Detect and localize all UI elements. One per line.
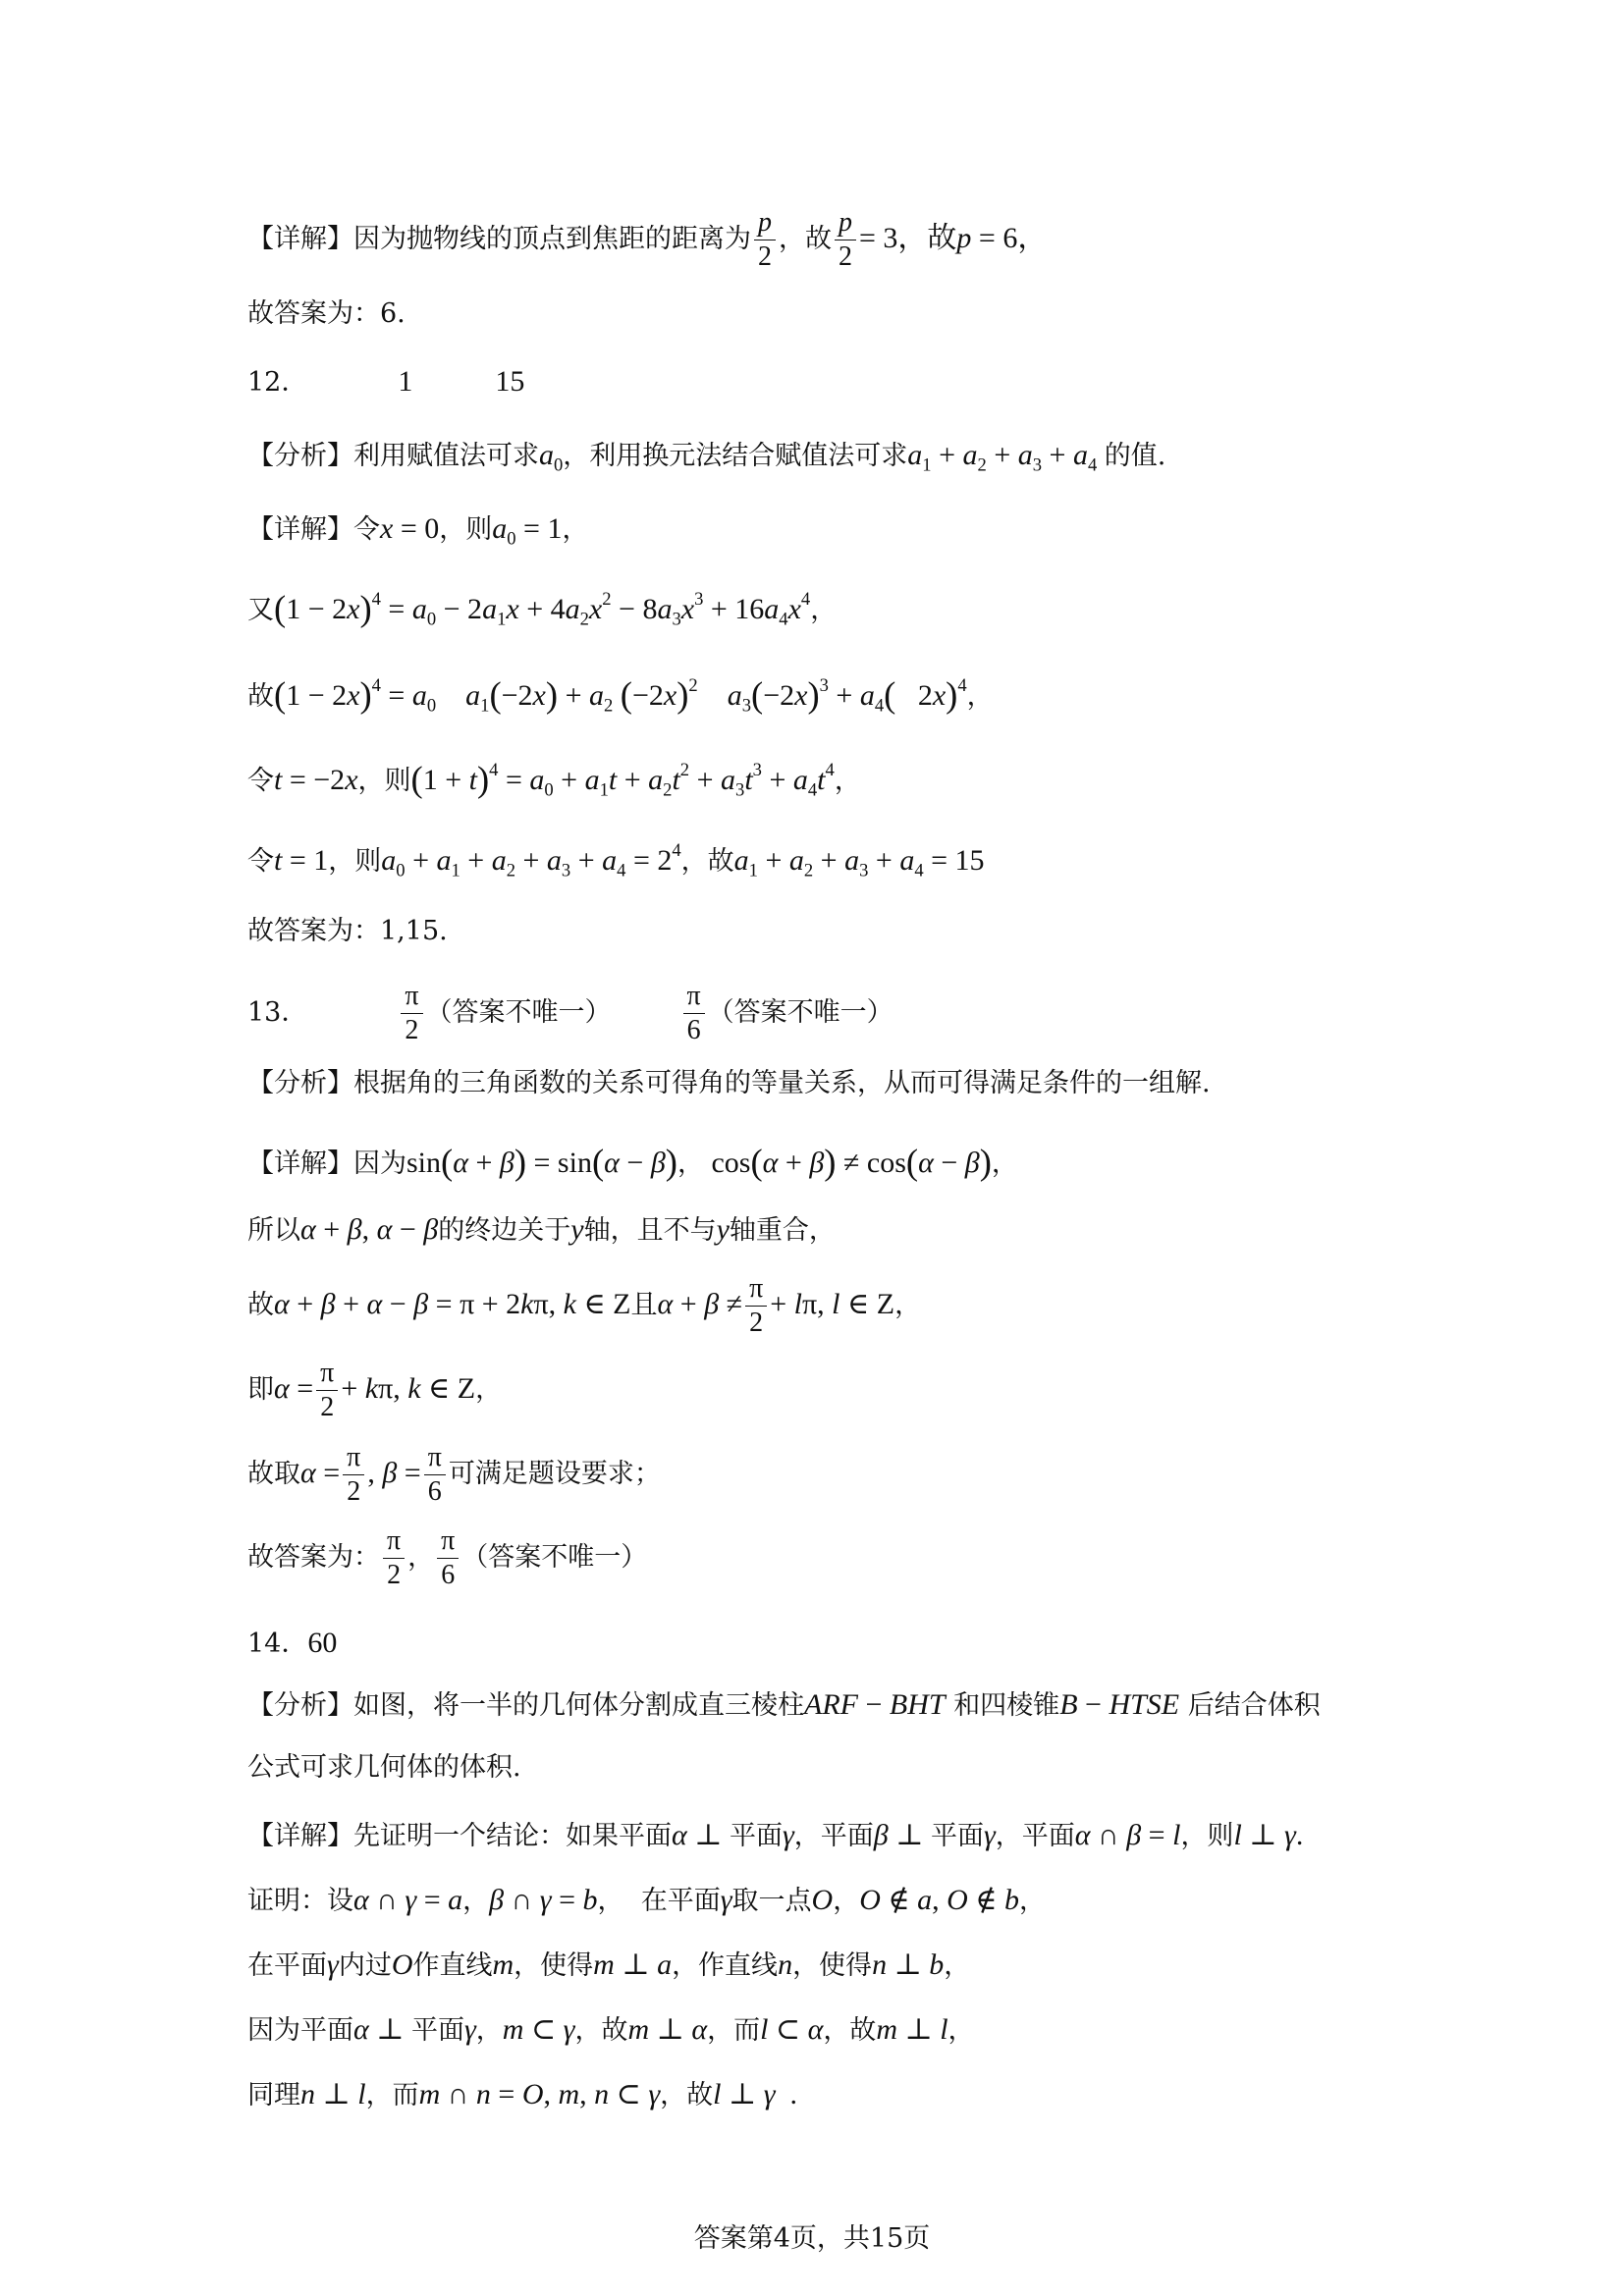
analysis-line-12: 【分析】利用赋值法可求$a_0$，利用换元法结合赋值法可求$a_1 + a_2 + a_3 + a_4$ 的值. xyxy=(247,439,1166,476)
t-equals-1-line: 令t = 1，则$a_0 + a_1 + a_2 + a_3 + a_4 = 2^4$，故$a_1 + a_2 + a_3 + a_4 = 15$ xyxy=(247,840,985,881)
question-14-header: 14．60 xyxy=(247,1627,338,1659)
answer-line-11: 故答案为：6. xyxy=(247,298,406,329)
fraction-pi-over-2: $\frac{\pi}{2}$ xyxy=(343,1443,364,1507)
fraction-pi-over-6: $\frac{\pi}{6}$ xyxy=(424,1443,446,1507)
detail-line-14-a: 【详解】先证明一个结论：如果平面α ⊥ 平面γ，平面β ⊥ 平面γ，平面α ∩ β = l，则l ⊥ γ. xyxy=(247,1819,1304,1851)
question-12-header: 12． 1 15 xyxy=(247,365,525,398)
analysis-line-13: 【分析】根据角的三角函数的关系可得角的等量关系，从而可得满足条件的一组解. xyxy=(247,1068,1211,1098)
fraction-pi-over-6: $\frac{\pi}{6}$ xyxy=(437,1526,459,1590)
detail-line-13-e: 故取α = $\frac{\pi}{2}$ , β = $\frac{\pi}{6}$ 可满足题设要求； xyxy=(247,1442,661,1507)
expansion-line: 又$(1 - 2x)^4 = a_0 - 2a_1x + 4a_2x^2 - 8a_3x^3 + 16a_4x^4$， xyxy=(247,587,838,630)
t-substitution-line: 令t = −2x，则$(1 + t)^4 = a_0 + a_1t + a_2t^2 + a_3t^3 + a_4t^4$， xyxy=(247,758,861,801)
detail-line-13-d: 即α = $\frac{\pi}{2}$ + kπ, k ∈ Z， xyxy=(247,1358,503,1422)
substitution-line: 故$(1 - 2x)^4 = a_0$ $a_1(-2x) + a_2$ $(-2x)^2$ $a_3(-2x)^3 + a_4$( 2x)$^4$， xyxy=(247,673,994,717)
detail-line-12-a: 【详解】令x = 0，则$a_0 = 1$， xyxy=(247,512,589,550)
analysis-line-14-a: 【分析】如图，将一半的几何体分割成直三棱柱ARF − BHT 和四棱锥B − HTSE 后结合体积 xyxy=(247,1688,1321,1721)
detail-line-14-b: 证明：设α ∩ γ = a，β ∩ γ = b， 在平面γ取一点O，O ∉ a, O ∉ b， xyxy=(247,1884,1046,1916)
detail-line-13-c: 故α + β + α − β = π + 2kπ, k ∈ Z且α + β ≠ $\frac{\pi}{2}$ + lπ, l ∈ Z， xyxy=(247,1273,922,1338)
fraction-pi-over-6: $\frac{\pi}{6}$ xyxy=(683,982,705,1045)
fraction-pi-over-2: $\frac{\pi}{2}$ xyxy=(383,1526,405,1590)
detail-line-14-c: 在平面γ内过O作直线m，使得m ⊥ a，作直线n，使得n ⊥ b， xyxy=(247,1949,971,1981)
question-13-header: 13． $\frac{\pi}{2}$ （答案不唯一） $\frac{\pi}{6}$ （答案不唯一） xyxy=(247,981,893,1045)
detail-line-13-a: 【详解】因为sin(α + β) = sin(α − β)， cos(α + β) ≠ cos(α − β)， xyxy=(247,1141,1018,1182)
fraction-p-over-2: $\frac{p}{2}$ xyxy=(754,208,776,272)
detail-line-14-e: 同理n ⊥ l，而m ∩ n = O, m, n ⊂ γ，故l ⊥ γ . xyxy=(247,2078,798,2110)
answer-line-12: 故答案为：1,15. xyxy=(247,916,448,946)
detail-line-parabola: 【详解】因为抛物线的顶点到焦距的距离为 $\frac{p}{2}$ ，故 $\frac{p}{2}$ = 3，故p = 6， xyxy=(247,207,1048,272)
fraction-pi-over-2: $\frac{\pi}{2}$ xyxy=(745,1274,767,1338)
detail-line-14-d: 因为平面α ⊥ 平面γ，m ⊂ γ，故m ⊥ α，而l ⊂ α，故m ⊥ l， xyxy=(247,2013,975,2046)
answer-line-13: 故答案为： $\frac{\pi}{2}$ ， $\frac{\pi}{6}$ （答案不唯一） xyxy=(247,1525,648,1590)
fraction-p-over-2: $\frac{p}{2}$ xyxy=(835,208,856,272)
page-footer: 答案第4页，共15页 xyxy=(693,2223,931,2254)
analysis-line-14-b: 公式可求几何体的体积. xyxy=(247,1752,521,1783)
fraction-pi-over-2: $\frac{\pi}{2}$ xyxy=(401,982,422,1045)
detail-line-13-b: 所以α + β, α − β的终边关于y轴，且不与y轴重合， xyxy=(247,1213,836,1246)
fraction-pi-over-2: $\frac{\pi}{2}$ xyxy=(316,1359,338,1422)
